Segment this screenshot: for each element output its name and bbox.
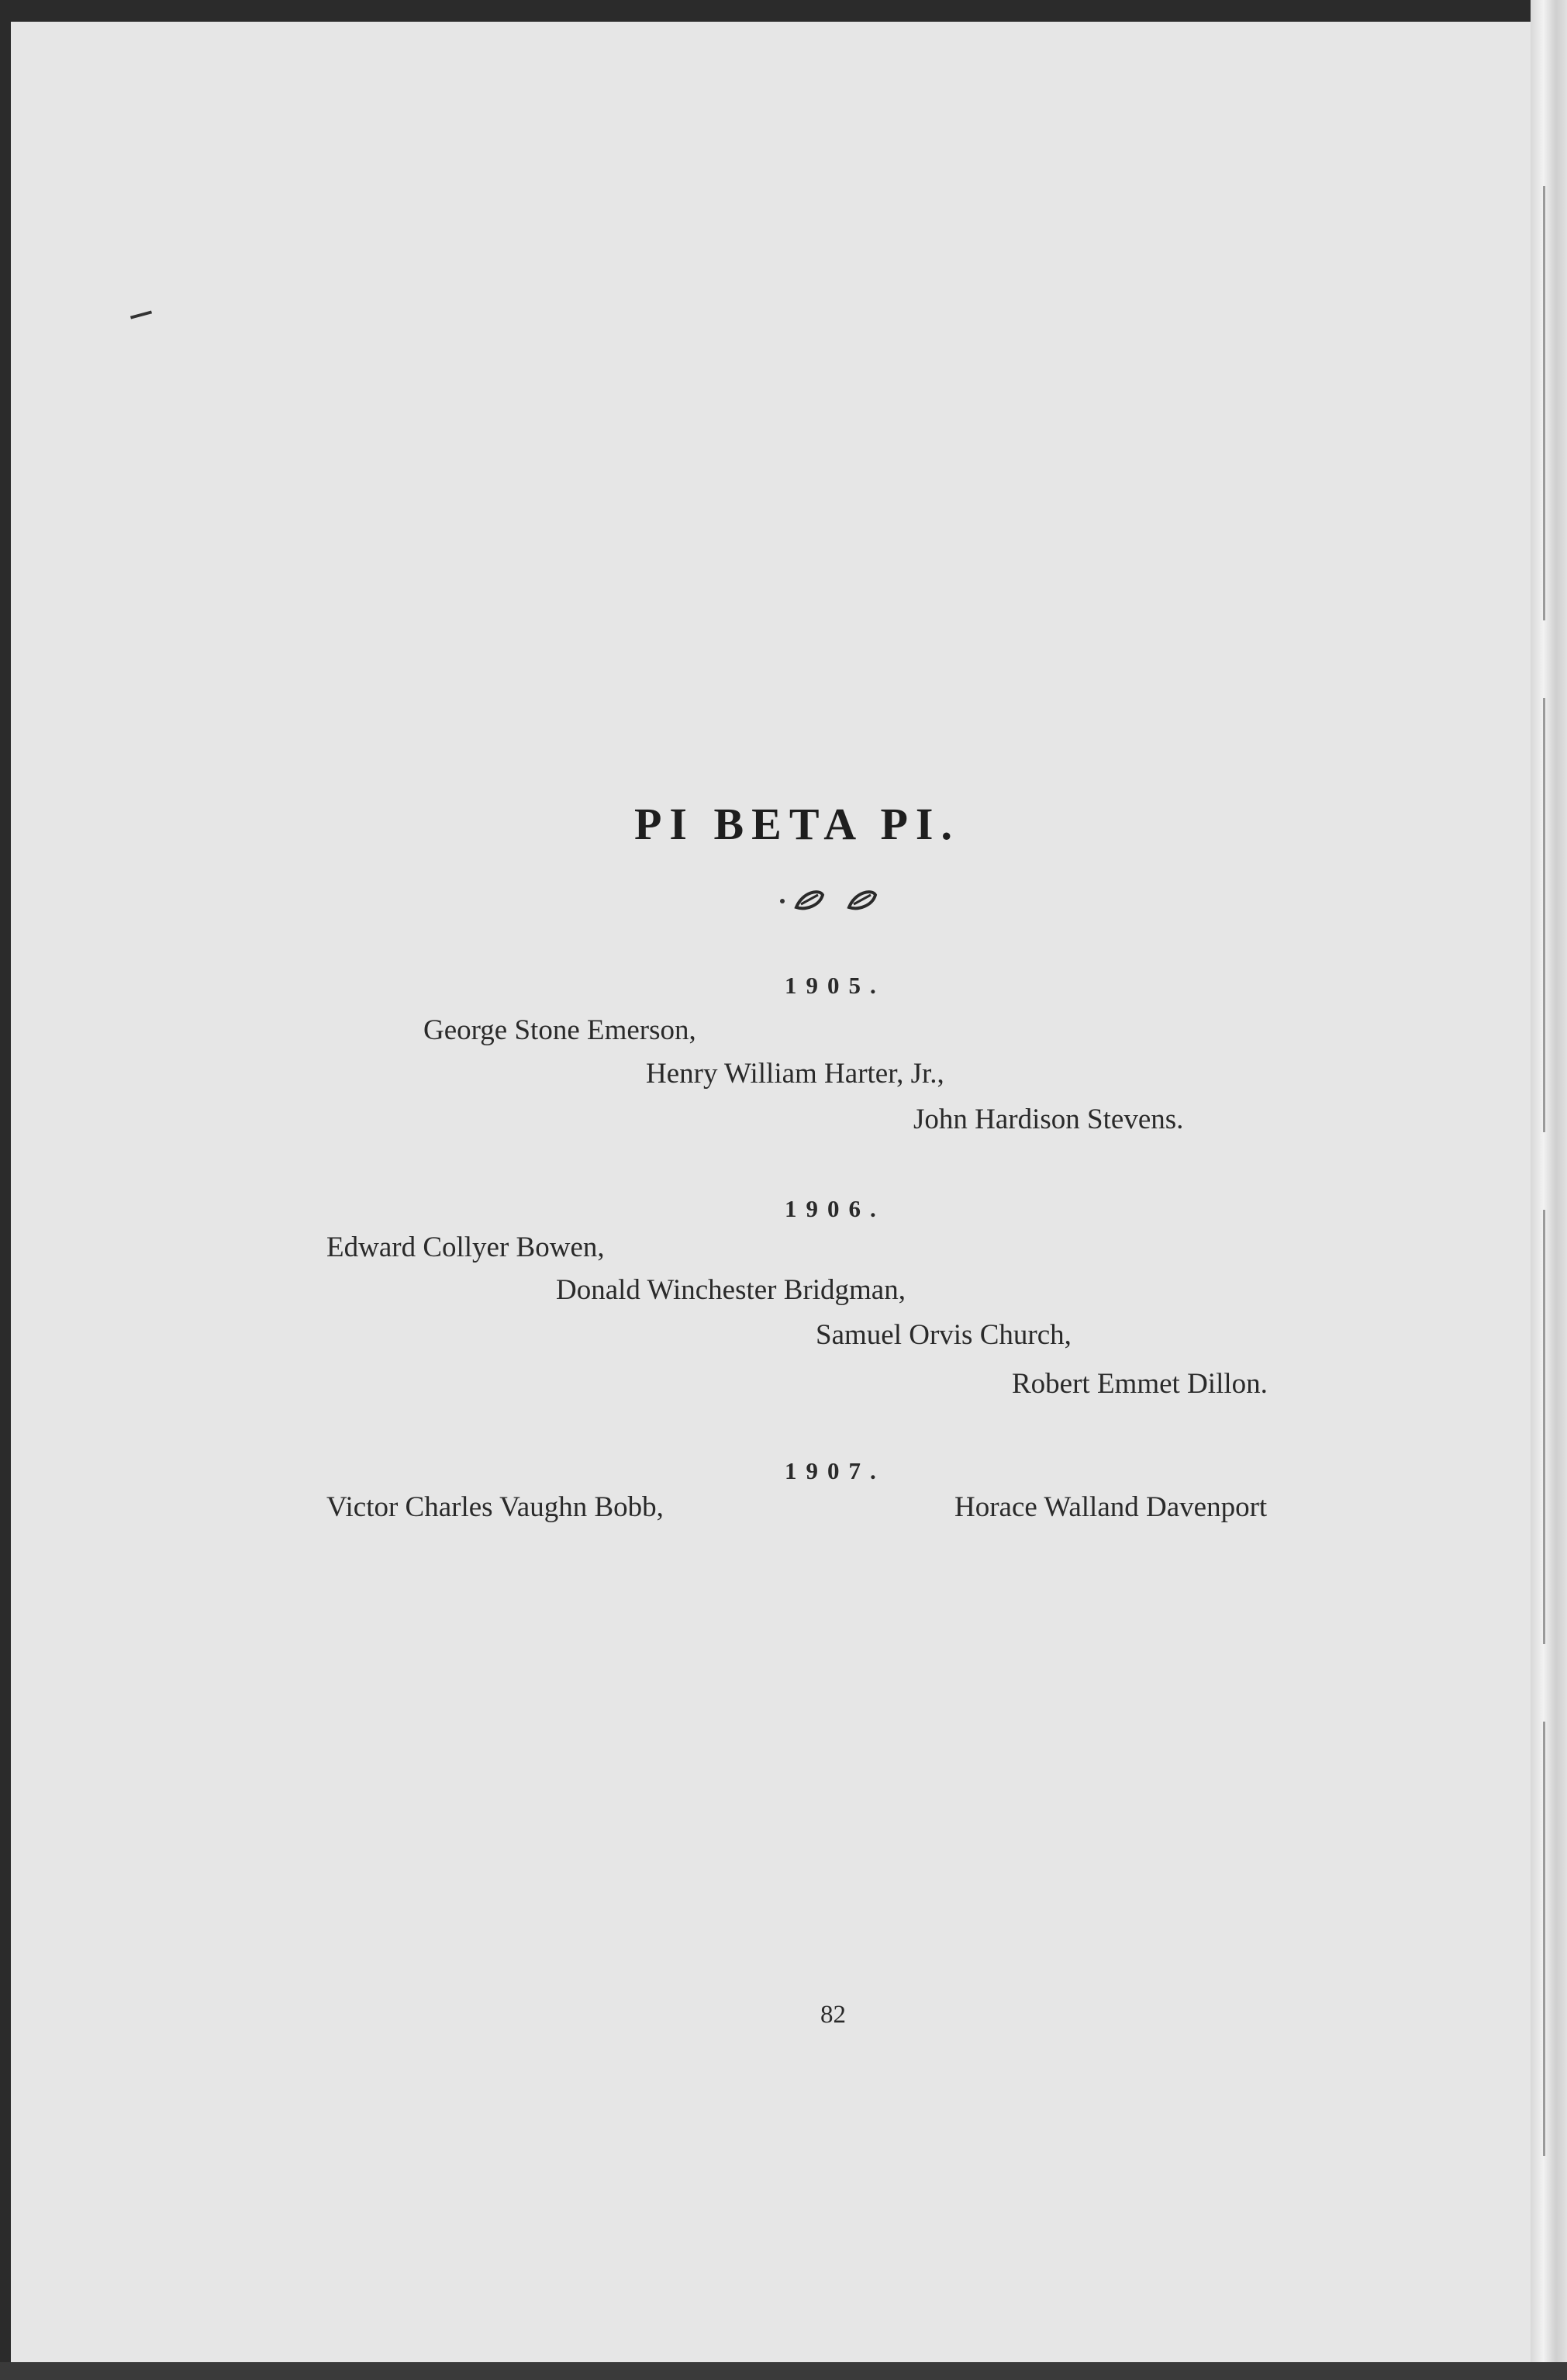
scan-border [0, 2362, 1567, 2380]
member-name: John Hardison Stevens. [913, 1104, 1184, 1135]
member-name: George Stone Emerson, [423, 1014, 696, 1046]
member-name: Robert Emmet Dillon. [1012, 1368, 1268, 1400]
page-edge [1531, 0, 1567, 2380]
member-name: Victor Charles Vaughn Bobb, [326, 1491, 664, 1523]
paper-sheet [11, 22, 1531, 2362]
member-name: Henry William Harter, Jr., [646, 1058, 944, 1090]
member-name: Edward Collyer Bowen, [326, 1231, 605, 1263]
page-number: 82 [820, 2001, 846, 2029]
member-name: Horace Walland Davenport [954, 1491, 1268, 1523]
page-edge-line [1543, 1722, 1545, 2156]
page-edge-line [1543, 186, 1545, 620]
year-heading: 1905. [785, 972, 885, 999]
member-name: Donald Winchester Bridgman, [556, 1274, 906, 1306]
page-edge-line [1543, 698, 1545, 1132]
page-title: PI BETA PI. [634, 799, 960, 849]
double-leaf-ornament-icon [779, 886, 880, 914]
page-edge-line [1543, 1210, 1545, 1644]
member-name: Samuel Orvis Church, [816, 1319, 1072, 1351]
year-heading: 1906. [785, 1195, 885, 1222]
year-heading: 1907. [785, 1457, 885, 1484]
